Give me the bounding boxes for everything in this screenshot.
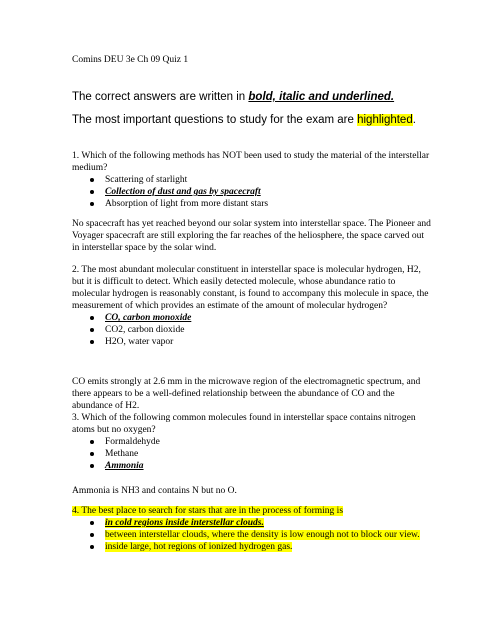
question-3 [72, 412, 432, 472]
question-1-text: 1. Which of the following methods has NOT been used to study the material of the interstellar medium? [72, 151, 430, 173]
question-4 [72, 505, 432, 553]
question-4-text: 4. The best place to search for stars that are in the process of forming is [72, 506, 344, 516]
question-4-option-a-text: in cold regions inside interstellar clouds. [105, 518, 264, 528]
intro-line-1-emphasis: bold, italic and underlined. [248, 91, 395, 103]
question-2-option-a-correct: CO, carbon monoxide [72, 312, 432, 324]
question-1-explanation: No spacecraft has yet reached beyond our solar system into interstellar space. The Pioneer and Voyager spacecraft are still exploring the far reaches of the heliosphere, the space carved out in interstellar space by the solar wind. [72, 219, 431, 253]
question-3-option-c-correct: Ammonia [72, 460, 432, 472]
question-4-option-b [72, 529, 432, 541]
question-2-option-c: H2O, water vapor [72, 336, 432, 348]
question-4-option-a-correct [72, 517, 432, 529]
question-1-option-c: Absorption of light from more distant stars [72, 198, 432, 210]
question-3-explanation: Ammonia is NH3 and contains N but no O. [72, 486, 237, 496]
question-1 [72, 150, 432, 210]
question-4-option-c [72, 541, 432, 553]
question-1-options [72, 174, 432, 210]
question-1-option-a: Scattering of starlight [72, 174, 432, 186]
question-3-option-b: Methane [72, 448, 432, 460]
question-2-option-b: CO2, carbon dioxide [72, 324, 432, 336]
question-2-options [72, 312, 432, 348]
question-2-explanation: CO emits strongly at 2.6 mm in the microwave region of the electromagnetic spectrum, and there appears to be a well-defined relationship between the abundance of CO and the abundance of H2. [72, 377, 421, 411]
question-4-options [72, 517, 432, 553]
question-3-text: 3. Which of the following common molecules found in interstellar space contains nitrogen atoms but no oxygen? [72, 413, 416, 435]
question-3-option-a: Formaldehyde [72, 436, 432, 448]
question-1-option-b-correct: Collection of dust and gas by spacecraft [72, 186, 432, 198]
intro-line-1 [72, 91, 394, 103]
document-header: Comins DEU 3e Ch 09 Quiz 1 [72, 55, 189, 65]
intro-line-2 [72, 114, 416, 126]
question-3-options [72, 436, 432, 472]
question-4-option-c-text: inside large, hot regions of ionized hydrogen gas. [105, 542, 293, 552]
question-2 [72, 264, 432, 348]
intro-line-1-prefix: The correct answers are written in [72, 91, 249, 103]
intro-line-2-prefix: The most important questions to study for the exam are [72, 114, 358, 126]
question-2-text: 2. The most abundant molecular constituent in interstellar space is molecular hydrogen, H2, but it is difficult to detect. Which easily detected molecule, whose abundance ratio to molecular hydrogen is reasonably constant, is found to accompany this molecule in space, the measurement of which provides an estimate of the amount of molecular hydrogen? [72, 265, 429, 311]
question-4-option-b-text: between interstellar clouds, where the density is low enough not to block our view. [105, 530, 420, 540]
intro-line-2-suffix: . [412, 114, 416, 126]
intro-line-2-highlight: highlighted [357, 114, 413, 126]
